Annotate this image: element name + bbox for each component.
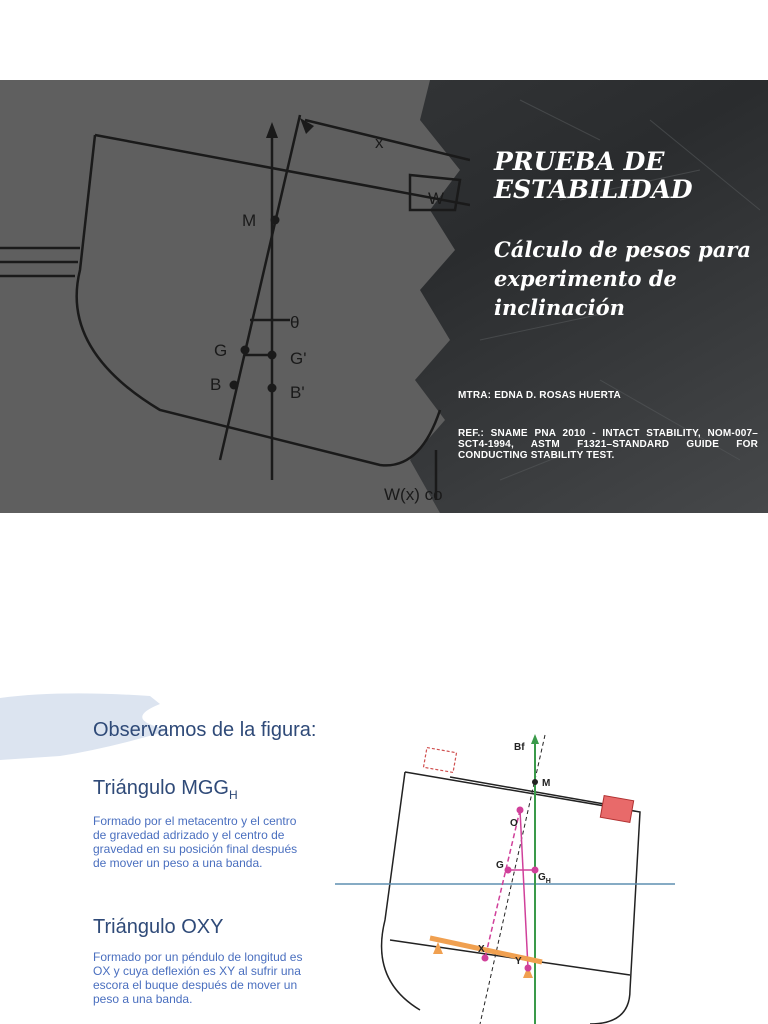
presentation-subtitle: Cálculo de pesos para experimento de inclinación	[494, 237, 751, 320]
diagram-label-g-prime: G'	[290, 349, 307, 368]
title-slide	[0, 80, 768, 513]
triangle1-title-sub: H	[228, 788, 238, 802]
diagram-label-m: M	[242, 211, 257, 230]
label-gh	[538, 872, 551, 885]
label-gh-main: G	[538, 872, 546, 883]
triangle1-title-text: Triángulo MGG	[93, 777, 229, 799]
diagram-label-b: B	[210, 375, 222, 394]
label-gh-sub: H	[545, 878, 551, 885]
triangle2-title: Triángulo OXY	[93, 916, 224, 938]
pendulum-diagram	[330, 730, 690, 1024]
triangle1-title	[93, 776, 238, 807]
diagram-label-g: G	[214, 341, 228, 360]
label-o: O	[510, 818, 518, 829]
diagram-label-theta: θ	[290, 313, 300, 332]
content-slide	[0, 690, 768, 1024]
label-g: G	[496, 860, 504, 871]
triangle1-description: Formado por el metacentro y el centro de gravedad adrizado y el centro de gravedad en su posición final después de mover un peso a una banda.	[93, 814, 298, 870]
label-bf: Bf	[514, 742, 525, 753]
reference-line: REF.: SNAME PNA 2010 - INTACT STABILITY, NOM-007–SCT4-1994, ASTM F1321–STANDARD GUIDE FOR CONDUCTING STABILITY TEST.	[458, 428, 758, 461]
author-line: MTRA: EDNA D. ROSAS HUERTA	[458, 390, 621, 401]
diagram-label-wx: W(x) co	[384, 485, 443, 504]
diagram-label-x: x	[375, 133, 384, 152]
stability-diagram	[0, 80, 470, 513]
triangle2-description: Formado por un péndulo de longitud es OX y cuya deflexión es XY al sufrir una escora el buque después de mover un peso a una banda.	[93, 950, 303, 1006]
diagram-label-b-prime: B'	[290, 383, 305, 402]
label-y: Y	[515, 956, 522, 967]
label-m: M	[542, 778, 551, 789]
label-x: X	[478, 944, 485, 955]
presentation-title: PRUEBA DE ESTABILIDAD	[494, 147, 693, 204]
slide-heading: Observamos de la figura:	[93, 719, 317, 741]
diagram-label-w: W	[428, 189, 445, 208]
